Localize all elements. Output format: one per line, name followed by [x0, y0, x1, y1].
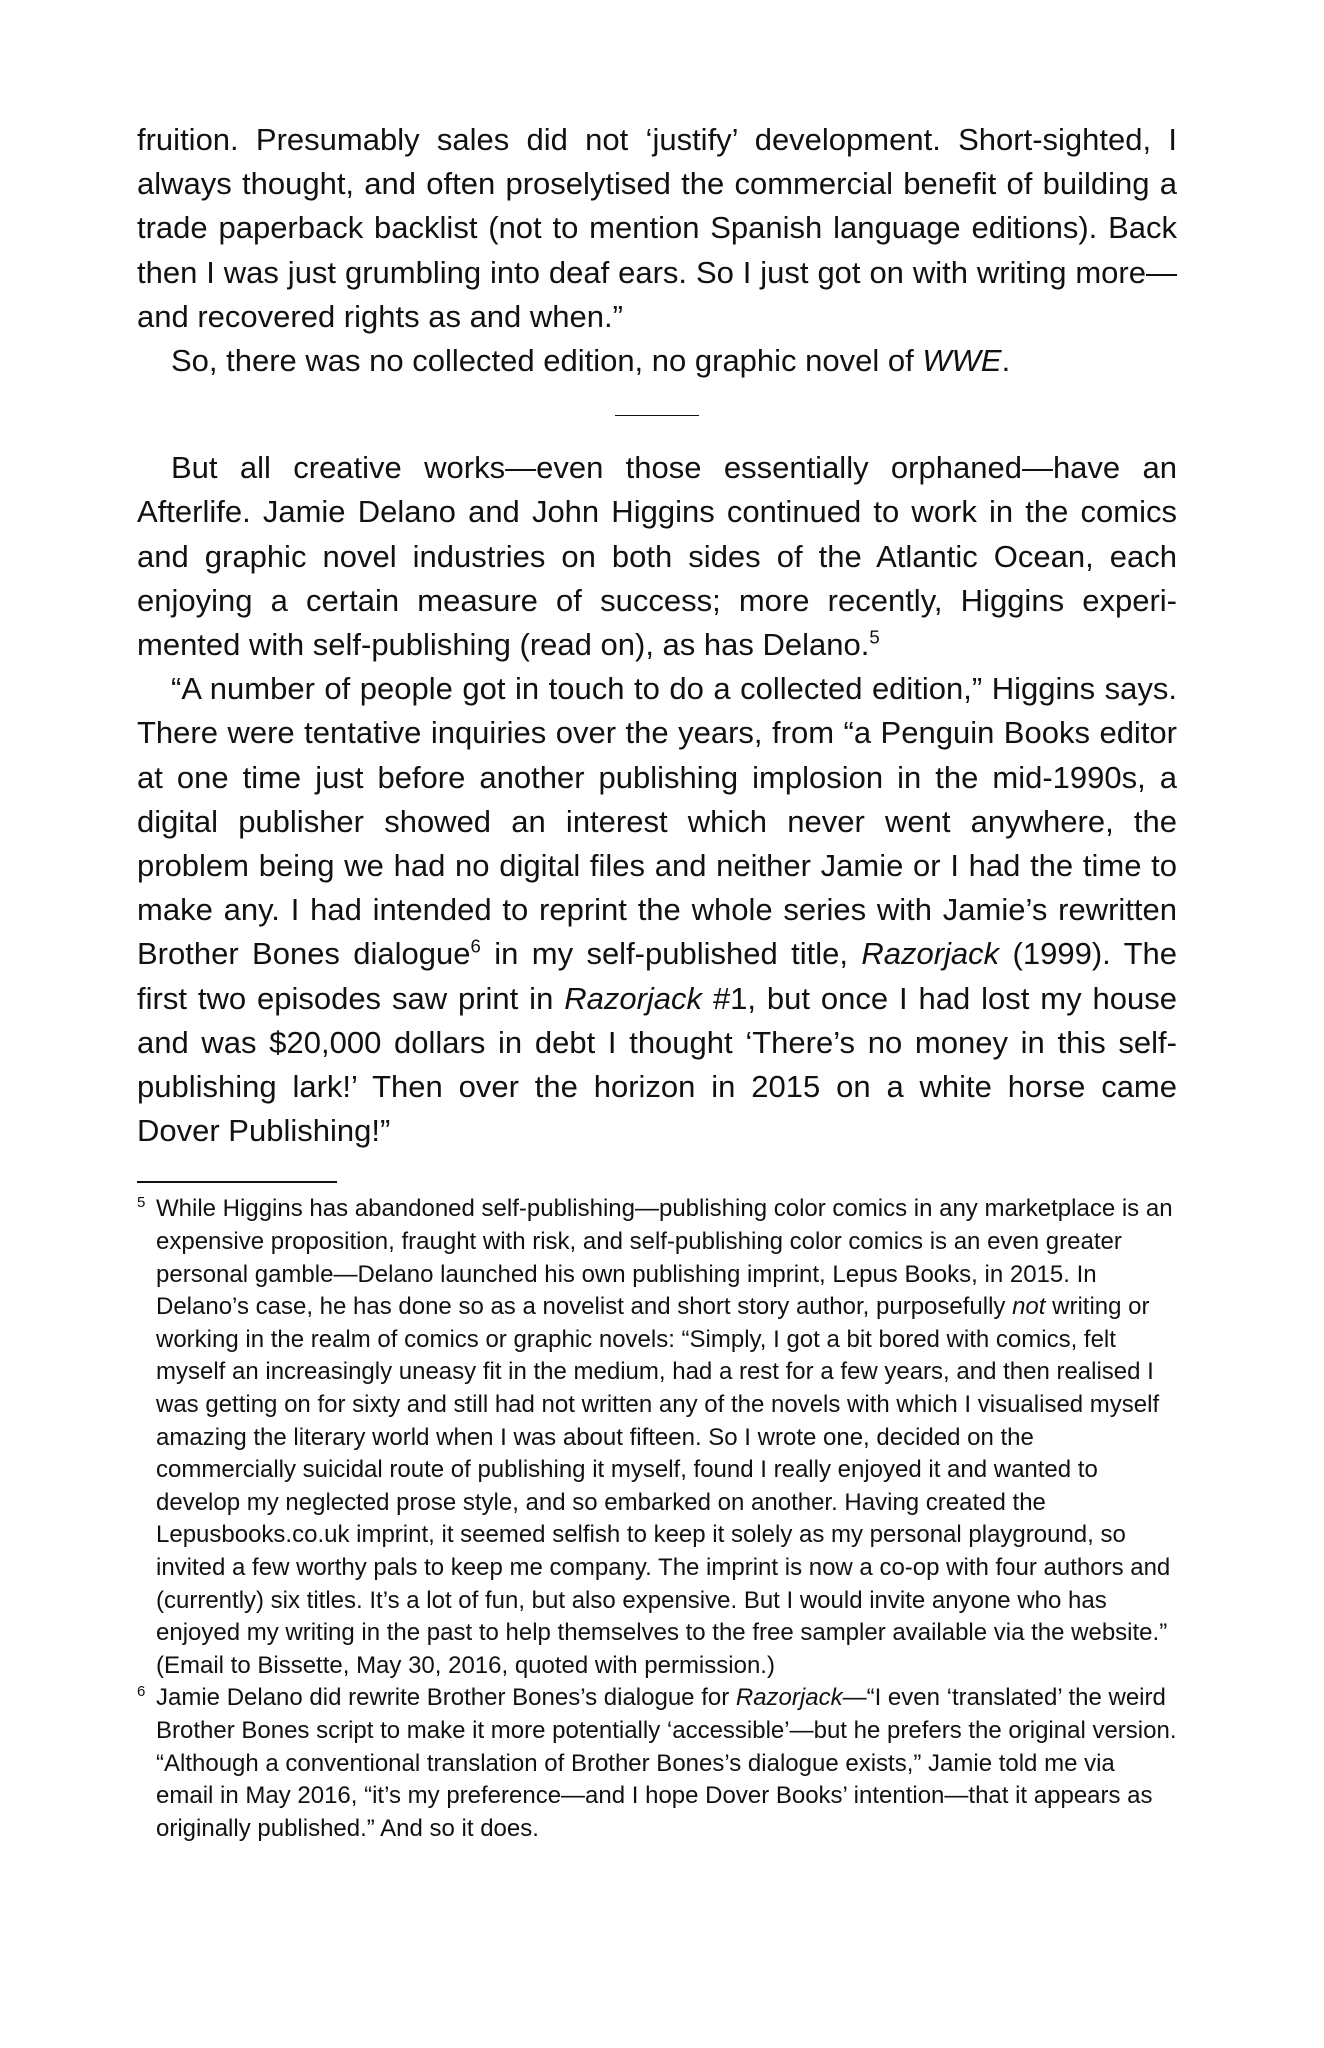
paragraph-no-collected-edition [137, 339, 1177, 383]
paragraph-continued [137, 118, 1177, 339]
paragraph-collected-edition-quote [137, 667, 1177, 1153]
footnotes-divider [137, 1181, 337, 1183]
footnote-reference: 5 [869, 626, 880, 648]
footnote-reference: 6 [470, 936, 481, 958]
paragraph-text: . [1001, 343, 1011, 379]
paragraph-text: But all creative works—even those essentially orphaned—have an Afterlife. Jamie Delano and John Higgins continued to work in the comics and graphic novel industries on both sides of the Atlantic Ocean, each enjoying a certain measure of success; more recently, Higgins experimented with self-publishing (read on), as has Delano. [137, 450, 1177, 663]
italic-title: Razorjack [735, 1684, 843, 1712]
paragraph-afterlife [137, 446, 1177, 667]
paragraph-text: in my self-published title, [480, 936, 862, 972]
italic-title: Razorjack [861, 936, 1000, 972]
paragraph-text: (1999). The first two episodes saw print in [137, 936, 1177, 1016]
footnote-number: 5 [137, 1194, 146, 1212]
footnote-text: While Higgins has abandoned self-publishing—publishing color comics in any marketplace is an expensive proposition, fraught with risk, and self-publishing color comics is an even greater personal gamble—Delano launched his own publishing imprint, Lepus Books, in 2015. In Delano’s case, he has done so as a novelist and short story author, purposefully [156, 1195, 1173, 1321]
paragraph-text: So, there was no collected edition, no graphic novel of [171, 343, 923, 379]
paragraph-text: #1, but once I had lost my house and was $20,000 dollars in debt I thought ‘There’s no money in this self-publishing lark!’ Then over the horizon in 2015 on a white horse came Dover Publishing!” [137, 980, 1177, 1149]
paragraph-text: “A number of people got in touch to do a collected edition,” Higgins says. There were tentative inquiries over the years, from “a Penguin Books editor at one time just before another publishing implosion in the mid-1990s, a digital publisher showed an interest which never went anywhere, the problem being we had no digital files and neither Jamie or I had the time to make any. I had intended to reprint the whole series with Jamie’s rewritten Brother Bones dialogue [137, 671, 1177, 972]
footnote-text: writing or working in the realm of comics or graphic novels: “Simply, I got a bit bored with comics, felt myself an increasingly uneasy fit in the medium, had a rest for a few years, and then realised I was getting on for sixty and still had not written any of the novels with which I visualised myself amazing the literary world when I was about fifteen. So I wrote one, decided on the commercially suicidal route of publishing it myself, found I really enjoyed it and wanted to develop my neglected prose style, and so embarked on another. Having created the Lepusbooks.co.uk imprint, it seemed selfish to keep it solely as my personal playground, so invited a few worthy pals to keep me company. The imprint is now a co-op with four authors and (currently) six titles. It’s a lot of fun, but also expensive. But I would invite anyone who has enjoyed my writing in the past to help themselves to the free sampler available via the website.” (Email to Bissette, May 30, 2016, quoted with permission.) [156, 1293, 1171, 1679]
italic-title: WWE [922, 343, 1002, 379]
footnote-emphasis: not [1012, 1293, 1046, 1321]
paragraph-text: fruition. Presumably sales did not ‘justify’ development. Short-sighted, I always thought, and often proselytised the commercial benefit of building a trade paperback backlist (not to mention Spanish language editions). Back then I was just grumbling into deaf ears. So I just got on with writing more—and recovered rights as and when.” [137, 122, 1177, 334]
footnote-text: Jamie Delano did rewrite Brother Bones’s dialogue for [156, 1684, 736, 1712]
section-break-rule [615, 415, 699, 416]
footnote-5 [137, 1193, 1177, 1682]
footnote-number: 6 [137, 1683, 146, 1701]
book-page [137, 118, 1177, 1845]
footnote-6 [137, 1682, 1177, 1845]
footnote-text: —“I even ‘translated’ the weird Brother Bones script to make it more potentially ‘accessible’—but he prefers the original version. “Although a conventional translation of Brother Bones’s dialogue exists,” Jamie told me via email in May 2016, “it’s my preference—and I hope Dover Books’ intention—that it appears as originally published.” And so it does. [156, 1684, 1177, 1842]
italic-title: Razorjack [564, 980, 703, 1016]
